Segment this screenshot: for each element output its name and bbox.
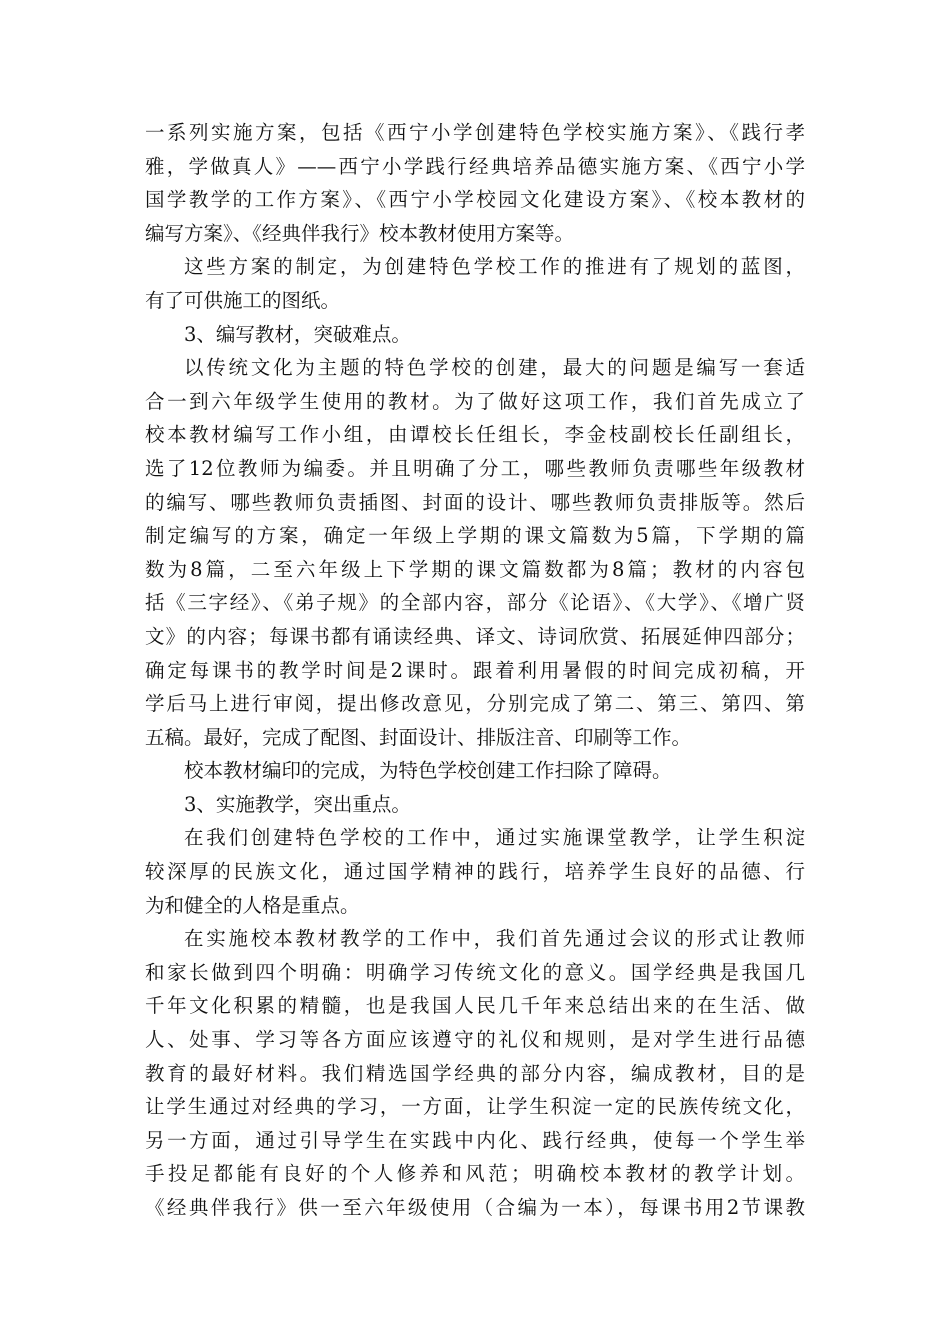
text-line: 较深厚的民族文化，通过国学精神的践行，培养学生良好的品德、行 <box>145 860 805 884</box>
text-line: 的编写、哪些教师负责插图、封面的设计、哪些教师负责排版等。然后 <box>145 490 805 514</box>
text-line: 制定编写的方案，确定一年级上学期的课文篇数为5篇，下学期的篇 <box>145 524 805 548</box>
text-line: 国学教学的工作方案》、《西宁小学校园文化建设方案》、《校本教材的 <box>145 188 805 212</box>
text-line: 3、编写教材，突破难点。 <box>184 322 411 346</box>
text-line: 《经典伴我行》供一至六年级使用（合编为一本），每课书用2节课教 <box>145 1196 805 1219</box>
text-line: 选了12位教师为编委。并且明确了分工，哪些教师负责哪些年级教材 <box>145 456 805 480</box>
text-line: 以传统文化为主题的特色学校的创建，最大的问题是编写一套适 <box>184 356 805 380</box>
text-line: 这些方案的制定，为创建特色学校工作的推进有了规划的蓝图， <box>184 255 805 279</box>
text-line: 一系列实施方案，包括《西宁小学创建特色学校实施方案》、《践行孝 <box>145 121 805 144</box>
text-line: 人、处事、学习等各方面应该遵守的礼仪和规则，是对学生进行品德 <box>145 1028 805 1052</box>
text-line: 有了可供施工的图纸。 <box>145 288 341 312</box>
text-line: 编写方案》、《经典伴我行》校本教材使用方案等。 <box>145 221 575 245</box>
text-line: 在实施校本教材教学的工作中，我们首先通过会议的形式让教师 <box>184 927 805 951</box>
text-line: 千年文化积累的精髓，也是我国人民几千年来总结出来的在生活、做 <box>145 994 805 1018</box>
text-line: 学后马上进行审阅，提出修改意见，分别完成了第二、第三、第四、第 <box>145 692 805 716</box>
text-line: 手投足都能有良好的个人修养和风范；明确校本教材的教学计划。 <box>145 1162 805 1186</box>
text-line: 校本教材编写工作小组，由谭校长任组长，李金枝副校长任副组长， <box>145 423 805 447</box>
text-line: 文》的内容；每课书都有诵读经典、译文、诗词欣赏、拓展延伸四部分； <box>145 624 805 648</box>
document-body <box>145 116 805 1225</box>
text-line: 教育的最好材料。我们精选国学经典的部分内容，编成教材，目的是 <box>145 1061 805 1085</box>
text-line: 校本教材编印的完成，为特色学校创建工作扫除了障碍。 <box>184 759 672 783</box>
text-line: 五稿。最好，完成了配图、封面设计、排版注音、印刷等工作。 <box>145 725 692 749</box>
text-line: 在我们创建特色学校的工作中，通过实施课堂教学，让学生积淀 <box>184 826 805 850</box>
text-line: 确定每课书的教学时间是2课时。跟着利用暑假的时间完成初稿，开 <box>145 658 805 682</box>
text-line: 和家长做到四个明确：明确学习传统文化的意义。国学经典是我国几 <box>145 960 805 984</box>
text-line: 让学生通过对经典的学习，一方面，让学生积淀一定的民族传统文化， <box>145 1095 805 1119</box>
text-line: 雅，学做真人》——西宁小学践行经典培养品德实施方案、《西宁小学 <box>145 154 805 178</box>
text-line: 数为8篇，二至六年级上下学期的课文篇数都为8篇；教材的内容包 <box>145 557 805 581</box>
text-line: 为和健全的人格是重点。 <box>145 893 360 917</box>
text-line: 括《三字经》、《弟子规》的全部内容，部分《论语》、《大学》、《增广贤 <box>145 591 805 615</box>
text-line: 3、实施教学，突出重点。 <box>184 792 411 816</box>
text-line: 另一方面，通过引导学生在实践中内化、践行经典，使每一个学生举 <box>145 1128 805 1152</box>
text-line: 合一到六年级学生使用的教材。为了做好这项工作，我们首先成立了 <box>145 389 805 413</box>
